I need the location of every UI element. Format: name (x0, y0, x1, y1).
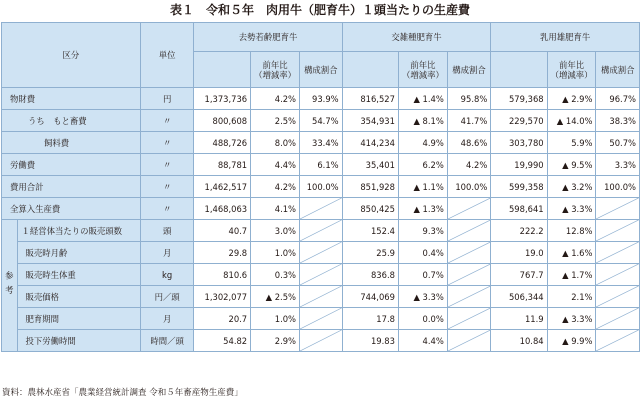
diagonal-line-icon (300, 286, 342, 307)
value-cell: 0.4% (398, 242, 447, 264)
yoy-header-line1: 前年比 (262, 59, 288, 70)
value-cell: 9.3% (398, 220, 447, 242)
value-cell: 744,069 (342, 286, 398, 308)
row-label: 販売価格 (17, 286, 140, 308)
value-cell: 12.8% (547, 220, 596, 242)
value-header-blank (491, 52, 547, 88)
diagonal-line-icon (448, 308, 490, 329)
value-cell: 100.0% (447, 176, 490, 198)
value-cell: 506,344 (491, 286, 547, 308)
row-label: 物財費 (2, 88, 141, 110)
value-cell: 810.6 (194, 264, 251, 286)
value-cell: 4.4% (398, 330, 447, 352)
row-unit: 月 (140, 242, 194, 264)
value-cell: ▲ 2.9% (547, 88, 596, 110)
diagonal-line-icon (596, 264, 639, 285)
value-cell: 100.0% (596, 176, 640, 198)
yoy-header-line2: （増減率） (254, 69, 297, 80)
reference-row (2, 220, 640, 242)
value-cell: 1.0% (251, 242, 300, 264)
value-cell: 1,373,736 (194, 88, 251, 110)
value-cell: 19,990 (491, 154, 547, 176)
value-cell: 29.8 (194, 242, 251, 264)
diagonal-line-icon (300, 330, 342, 351)
table-row (2, 132, 640, 154)
reference-label: 参考 (2, 220, 18, 352)
value-cell: 0.7% (398, 264, 447, 286)
diagonal-line-icon (448, 264, 490, 285)
row-unit: 〃 (140, 198, 194, 220)
row-label: 飼料費 (2, 132, 141, 154)
value-cell: 2.9% (251, 330, 300, 352)
na-cell (596, 220, 640, 242)
value-cell: 488,726 (194, 132, 251, 154)
row-label: １経営体当たりの販売頭数 (17, 220, 140, 242)
yoy-header-line2: （増減率） (550, 69, 593, 80)
value-cell: 4.2% (251, 176, 300, 198)
group-header-dairy-steer: 乳用雄肥育牛 (491, 23, 640, 52)
value-cell: ▲ 1.7% (547, 264, 596, 286)
value-cell: ▲ 3.3% (547, 198, 596, 220)
source-note: 資料：農林水産省「農業経営統計調査 令和５年畜産物生産費」 (2, 388, 243, 398)
value-cell: 3.3% (596, 154, 640, 176)
value-cell: 93.9% (300, 88, 343, 110)
reference-row (2, 242, 640, 264)
value-cell: 598,641 (491, 198, 547, 220)
row-unit: 時間／頭 (140, 330, 194, 352)
row-unit: 頭 (140, 220, 194, 242)
value-cell: 1,468,063 (194, 198, 251, 220)
na-cell (447, 220, 490, 242)
value-cell: ▲ 1.4% (398, 88, 447, 110)
diagonal-line-icon (448, 286, 490, 307)
row-label: 肥育期間 (17, 308, 140, 330)
value-cell: ▲ 8.1% (398, 110, 447, 132)
value-cell: 850,425 (342, 198, 398, 220)
value-cell: ▲ 1.1% (398, 176, 447, 198)
value-header-blank (342, 52, 398, 88)
cost-table (1, 22, 640, 352)
diagonal-line-icon (300, 308, 342, 329)
yoy-header (251, 52, 300, 88)
value-cell: 836.8 (342, 264, 398, 286)
na-cell (300, 220, 343, 242)
diagonal-line-icon (448, 220, 490, 241)
value-cell: 4.4% (251, 154, 300, 176)
table-row (2, 198, 640, 220)
group-header-steer: 去勢若齢肥育牛 (194, 23, 342, 52)
reference-row (2, 286, 640, 308)
value-cell: 33.4% (300, 132, 343, 154)
value-cell: 354,931 (342, 110, 398, 132)
value-cell: 6.2% (398, 154, 447, 176)
value-cell: 414,234 (342, 132, 398, 154)
value-cell: 4.1% (251, 198, 300, 220)
value-cell: 54.82 (194, 330, 251, 352)
na-cell (300, 286, 343, 308)
value-cell: 767.7 (491, 264, 547, 286)
value-cell: 4.9% (398, 132, 447, 154)
reference-row (2, 330, 640, 352)
na-cell (300, 330, 343, 352)
value-cell: 100.0% (300, 176, 343, 198)
value-cell: 25.9 (342, 242, 398, 264)
value-cell: 816,527 (342, 88, 398, 110)
table-row (2, 88, 640, 110)
value-cell: 11.9 (491, 308, 547, 330)
na-cell (596, 308, 640, 330)
na-cell (300, 308, 343, 330)
value-cell: 1.0% (251, 308, 300, 330)
na-cell (596, 198, 640, 220)
diagonal-line-icon (300, 220, 342, 241)
value-cell: 2.5% (251, 110, 300, 132)
group-header-crossbred: 交雑種肥育牛 (342, 23, 491, 52)
na-cell (596, 286, 640, 308)
row-unit: 〃 (140, 132, 194, 154)
na-cell (300, 242, 343, 264)
row-unit: kg (140, 264, 194, 286)
na-cell (447, 242, 490, 264)
value-cell: 303,780 (491, 132, 547, 154)
value-cell: 1,302,077 (194, 286, 251, 308)
diagonal-line-icon (300, 264, 342, 285)
value-cell: 19.83 (342, 330, 398, 352)
row-label: 投下労働時間 (17, 330, 140, 352)
yoy-header-line2: （増減率） (401, 69, 444, 80)
share-header: 構成割合 (596, 52, 640, 88)
value-cell: 19.0 (491, 242, 547, 264)
row-unit: 〃 (140, 154, 194, 176)
value-cell: ▲ 14.0% (547, 110, 596, 132)
diagonal-line-icon (596, 220, 639, 241)
value-cell: 579,368 (491, 88, 547, 110)
diagonal-line-icon (300, 242, 342, 263)
diagonal-line-icon (596, 242, 639, 263)
value-cell: ▲ 3.2% (547, 176, 596, 198)
diagonal-line-icon (596, 330, 639, 351)
diagonal-line-icon (596, 308, 639, 329)
value-cell: 0.3% (251, 264, 300, 286)
yoy-header-line1: 前年比 (558, 59, 585, 70)
value-header-blank (194, 52, 251, 88)
row-label: 費用合計 (2, 176, 141, 198)
value-cell: ▲ 9.5% (547, 154, 596, 176)
value-cell: 50.7% (596, 132, 640, 154)
row-label: 販売時生体重 (17, 264, 140, 286)
diagonal-line-icon (300, 198, 342, 219)
unit-header: 単位 (140, 23, 194, 88)
row-label: 労働費 (2, 154, 141, 176)
row-unit: 〃 (140, 176, 194, 198)
value-cell: 2.1% (547, 286, 596, 308)
value-cell: 20.7 (194, 308, 251, 330)
value-cell: 48.6% (447, 132, 490, 154)
table-row (2, 110, 640, 132)
value-cell: 38.3% (596, 110, 640, 132)
value-cell: 3.0% (251, 220, 300, 242)
value-cell: 599,358 (491, 176, 547, 198)
value-cell: 222.2 (491, 220, 547, 242)
value-cell: 8.0% (251, 132, 300, 154)
value-cell: 54.7% (300, 110, 343, 132)
na-cell (300, 264, 343, 286)
value-cell: 96.7% (596, 88, 640, 110)
value-cell: ▲ 3.3% (398, 286, 447, 308)
diagonal-line-icon (448, 330, 490, 351)
value-cell: 4.2% (447, 154, 490, 176)
header-row-groups (2, 23, 640, 52)
share-header: 構成割合 (447, 52, 490, 88)
reference-row (2, 264, 640, 286)
value-cell: 851,928 (342, 176, 398, 198)
value-cell: 800,608 (194, 110, 251, 132)
row-label: 全算入生産費 (2, 198, 141, 220)
na-cell (447, 264, 490, 286)
table-row (2, 176, 640, 198)
value-cell: 4.2% (251, 88, 300, 110)
value-cell: 40.7 (194, 220, 251, 242)
value-cell: ▲ 3.3% (547, 308, 596, 330)
value-cell: 95.8% (447, 88, 490, 110)
value-cell: 88,781 (194, 154, 251, 176)
value-cell: 17.8 (342, 308, 398, 330)
yoy-header (398, 52, 447, 88)
diagonal-line-icon (596, 198, 639, 219)
na-cell (596, 330, 640, 352)
value-cell: 229,570 (491, 110, 547, 132)
row-label: 販売時月齢 (17, 242, 140, 264)
value-cell: ▲ 2.5% (251, 286, 300, 308)
table-row (2, 154, 640, 176)
row-unit: 円／頭 (140, 286, 194, 308)
value-cell: 5.9% (547, 132, 596, 154)
na-cell (447, 286, 490, 308)
row-unit: 月 (140, 308, 194, 330)
value-cell: 6.1% (300, 154, 343, 176)
row-unit: 円 (140, 88, 194, 110)
value-cell: 35,401 (342, 154, 398, 176)
row-unit: 〃 (140, 110, 194, 132)
na-cell (447, 330, 490, 352)
value-cell: ▲ 9.9% (547, 330, 596, 352)
na-cell (300, 198, 343, 220)
na-cell (596, 242, 640, 264)
share-header: 構成割合 (300, 52, 343, 88)
yoy-header (547, 52, 596, 88)
diagonal-line-icon (448, 198, 490, 219)
reference-row (2, 308, 640, 330)
table-title: 表１ 令和５年 肉用牛（肥育牛）１頭当たりの生産費 (169, 3, 470, 17)
value-cell: ▲ 1.6% (547, 242, 596, 264)
diagonal-line-icon (448, 242, 490, 263)
na-cell (596, 264, 640, 286)
value-cell: 152.4 (342, 220, 398, 242)
value-cell: 0.0% (398, 308, 447, 330)
na-cell (447, 198, 490, 220)
value-cell: 10.84 (491, 330, 547, 352)
value-cell: ▲ 1.3% (398, 198, 447, 220)
na-cell (447, 308, 490, 330)
diagonal-line-icon (596, 286, 639, 307)
value-cell: 1,462,517 (194, 176, 251, 198)
category-header: 区分 (2, 23, 141, 88)
value-cell: 41.7% (447, 110, 490, 132)
row-label: うち もと畜費 (2, 110, 141, 132)
yoy-header-line1: 前年比 (410, 59, 436, 70)
